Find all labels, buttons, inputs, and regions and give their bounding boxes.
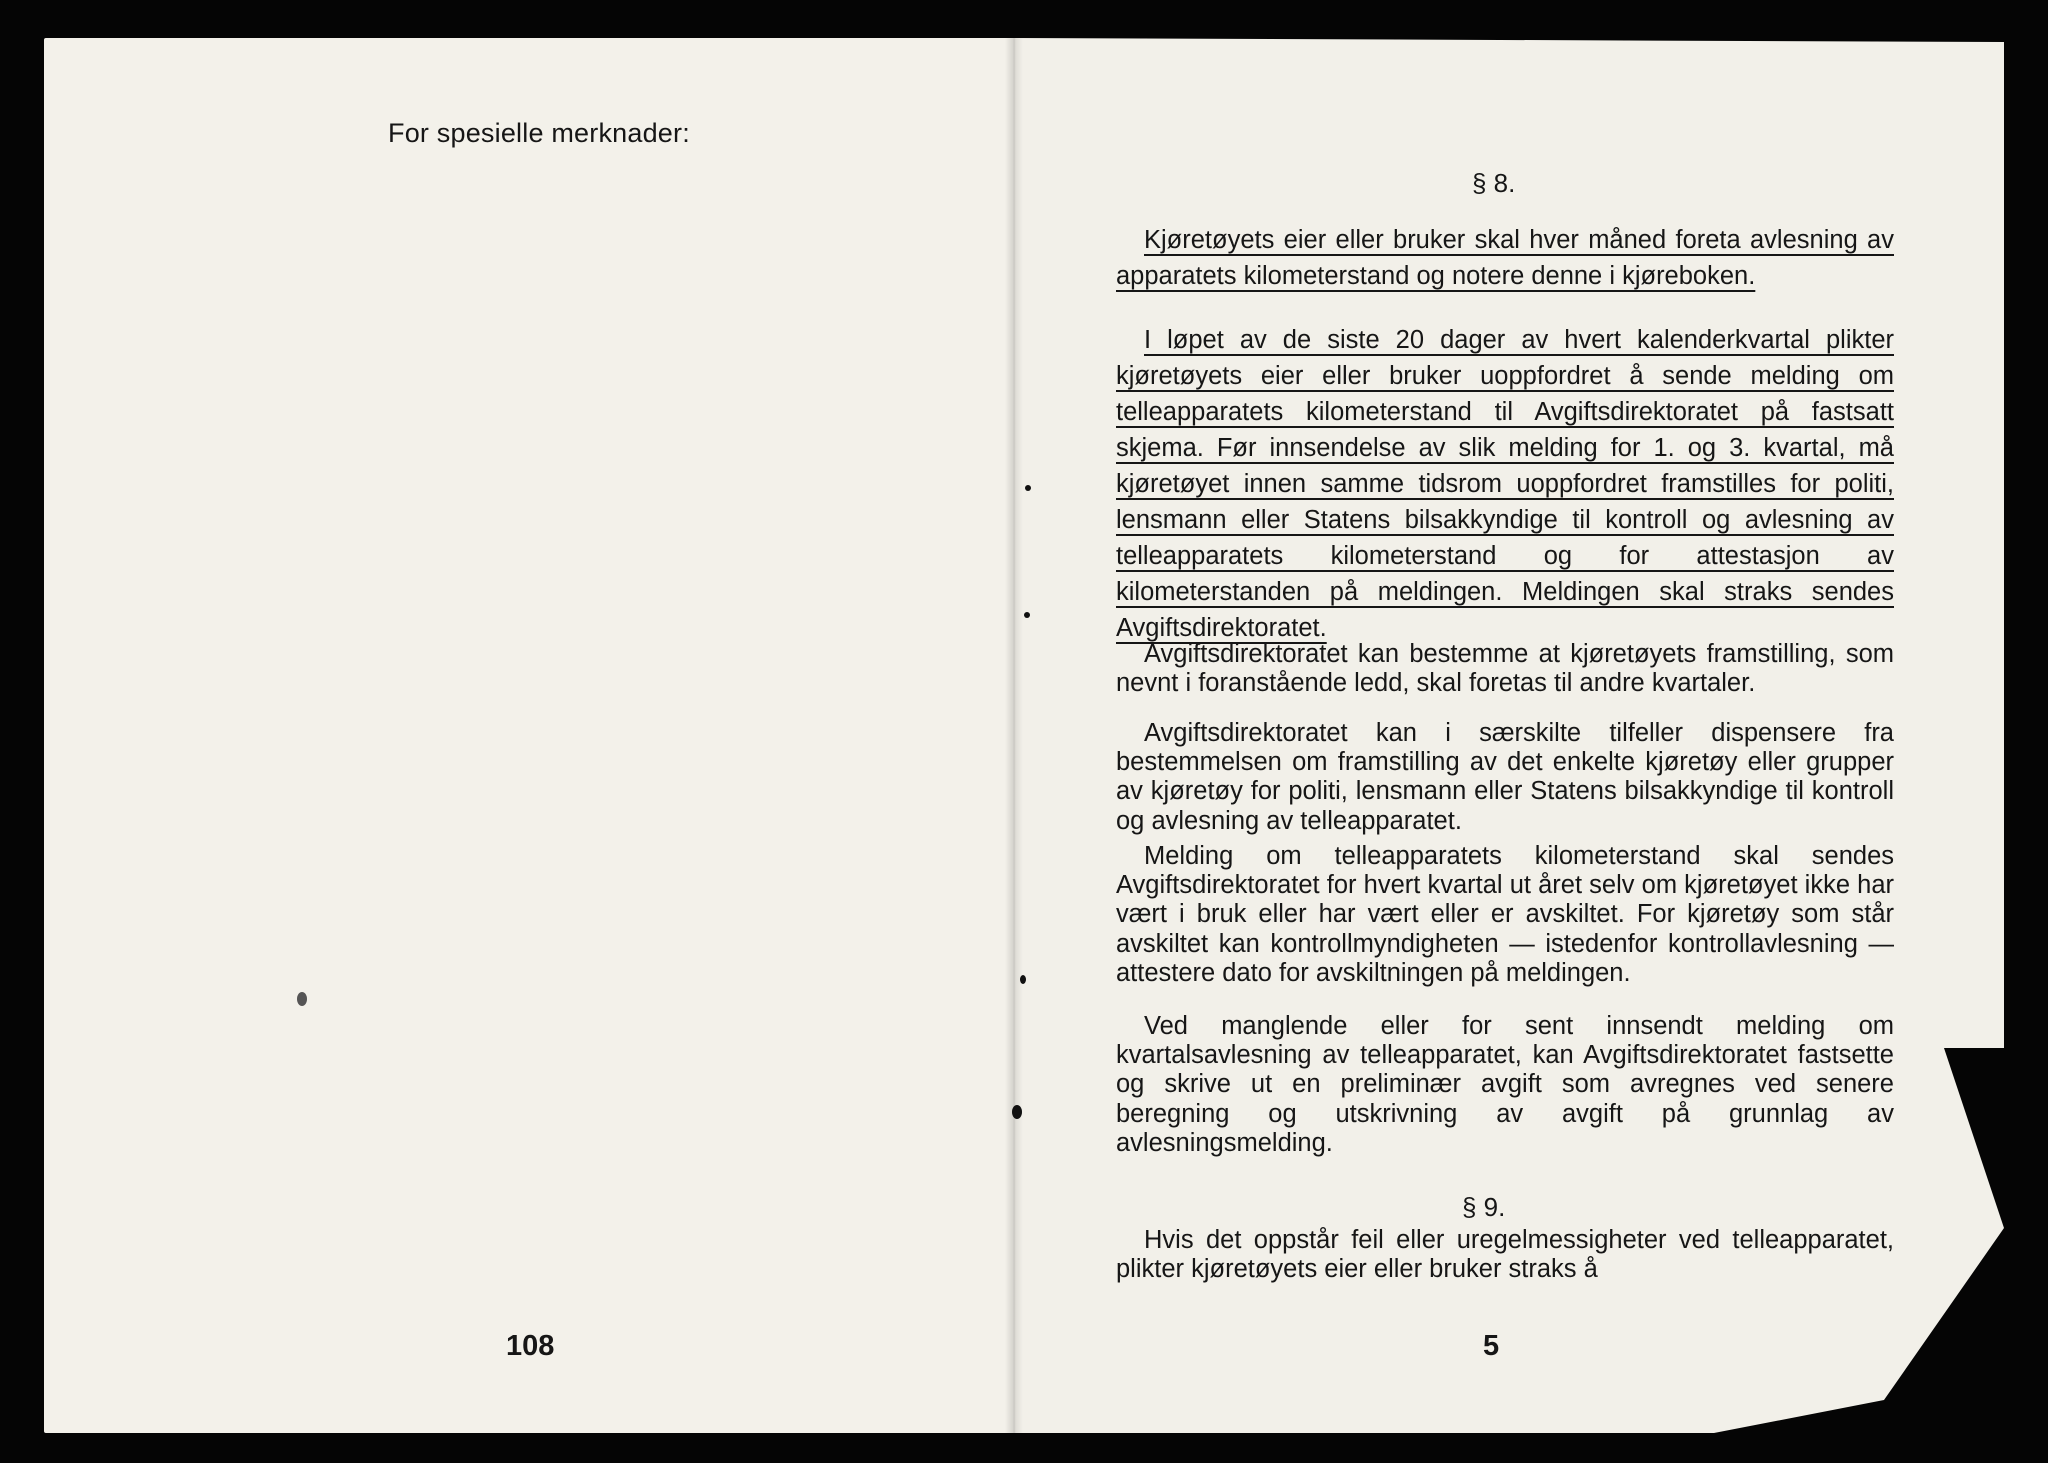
- section-8-paragraph-4: Avgiftsdirektoratet kan i særskilte tilfeller dispensere fra bestemmelsen om framstilling av det enkelte kjøretøy eller grupper av kjøretøy for politi, lensmann eller Statens bilsakkyndige til kontroll og avlesning av telleapparatet.: [1116, 719, 1894, 835]
- section-8-paragraph-1: Kjøretøyets eier eller bruker skal hver måned foreta avlesning av apparatets kilometerstand og notere denne i kjøreboken.: [1116, 226, 1894, 290]
- right-page-number: 5: [1483, 1330, 1500, 1362]
- ink-speck: [1012, 1105, 1022, 1119]
- book-fold: [1005, 38, 1023, 1433]
- section-8-paragraph-6: Ved manglende eller for sent innsendt melding om kvartalsavlesning av telleapparatet, kan Avgiftsdirektoratet fastsette og skrive ut en preliminær avgift som avregnes ved senere beregning og utskrivning av avgift på grunnlag av avlesningsmelding.: [1116, 1012, 1894, 1157]
- left-page: [44, 38, 1014, 1433]
- section-9-paragraph-1: Hvis det oppstår feil eller uregelmessigheter ved telleapparatet, plikter kjøretøyets eier eller bruker straks å: [1116, 1226, 1894, 1284]
- special-remarks-heading: For spesielle merknader:: [388, 118, 690, 148]
- left-page-number: 108: [506, 1330, 555, 1362]
- ink-speck: [297, 992, 307, 1006]
- section-8-heading: § 8.: [1472, 168, 1516, 198]
- section-8-paragraph-5: Melding om telleapparatets kilometerstand skal sendes Avgiftsdirektoratet for hvert kvartal ut året selv om kjøretøyet ikke har vært i bruk eller har vært eller er avskiltet. For kjøretøy som står avskiltet kan kontrollmyndigheten — istedenfor kontrollavlesning — attestere dato for avskiltningen på meldingen.: [1116, 842, 1894, 987]
- ink-speck: [1024, 612, 1030, 618]
- ink-speck: [1025, 485, 1031, 491]
- ink-speck: [1020, 975, 1026, 984]
- section-9-heading: § 9.: [1462, 1192, 1506, 1222]
- section-8-paragraph-2: I løpet av de siste 20 dager av hvert kalenderkvartal plikter kjøretøyets eier eller bruker uoppfordret å sende melding om telleapparatets kilometerstand til Avgiftsdirektoratet på fastsatt skjema. Før innsendelse av slik melding for 1. og 3. kvartal, må kjøretøyet innen samme tidsrom uoppfordret framstilles for politi, lensmann eller Statens bilsakkyndige til kontroll og avlesning av telleapparatets kilometerstand og for attestasjon av kilometerstanden på meldingen. Meldingen skal straks sendes Avgiftsdirektoratet.: [1116, 326, 1894, 642]
- section-8-paragraph-3: Avgiftsdirektoratet kan bestemme at kjøretøyets framstilling, som nevnt i foranstående ledd, skal foretas til andre kvartaler.: [1116, 640, 1894, 698]
